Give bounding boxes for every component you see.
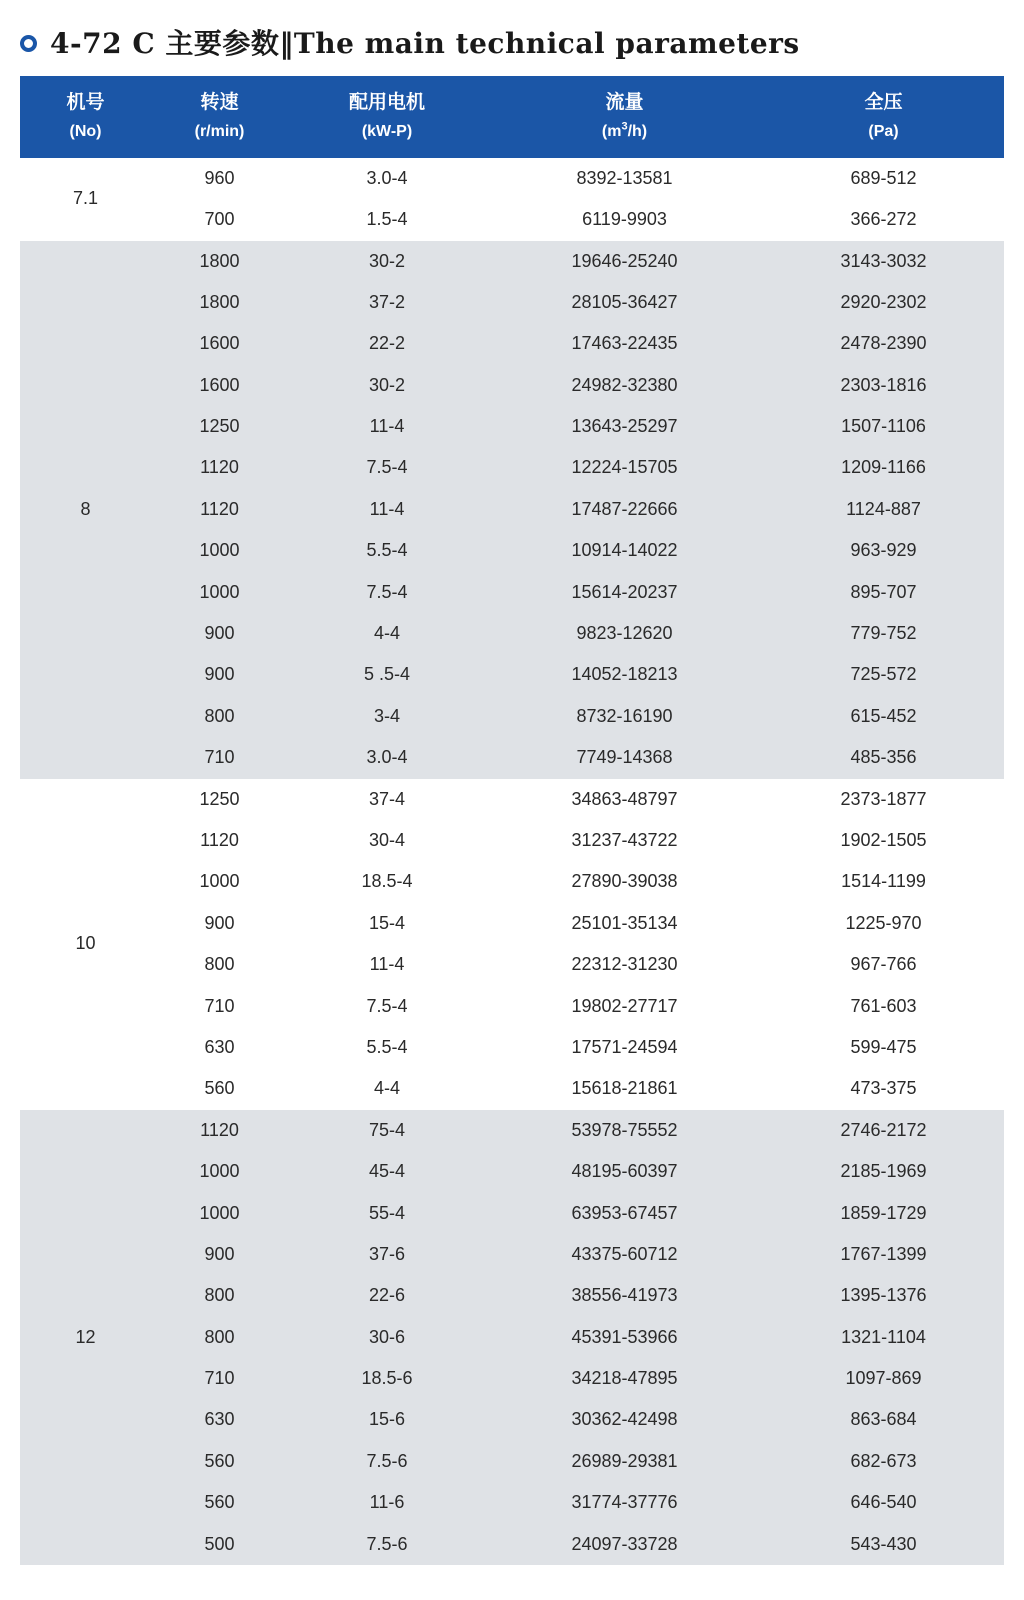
cell-flow: 38556-41973: [486, 1275, 763, 1316]
cell-pressure: 895-707: [763, 572, 1004, 613]
cell-speed: 1250: [151, 779, 288, 820]
cell-speed: 1000: [151, 1193, 288, 1234]
header-flow-unit: $(m^3/h)$: [601, 120, 648, 140]
cell-flow: 25101-35134: [486, 903, 763, 944]
cell-pressure: 1225-970: [763, 903, 1004, 944]
cell-speed: 900: [151, 1234, 288, 1275]
cell-pressure: 2303-1816: [763, 365, 1004, 406]
cell-pressure: 366-272: [763, 199, 1004, 240]
table-row: [20, 1275, 1004, 1316]
cell-flow: 14052-18213: [486, 654, 763, 695]
cell-motor: 22-6: [288, 1275, 486, 1316]
cell-flow: 12224-15705: [486, 447, 763, 488]
table-row: [20, 1317, 1004, 1358]
cell-pressure: 2373-1877: [763, 779, 1004, 820]
cell-pressure: 779-752: [763, 613, 1004, 654]
table-row: [20, 158, 1004, 199]
cell-flow: 7749-14368: [486, 737, 763, 778]
table-row: [20, 1524, 1004, 1565]
cell-pressure: 1321-1104: [763, 1317, 1004, 1358]
cell-pressure: 473-375: [763, 1068, 1004, 1109]
table-row: [20, 572, 1004, 613]
table-row: [20, 944, 1004, 985]
cell-speed: 630: [151, 1027, 288, 1068]
cell-flow: 13643-25297: [486, 406, 763, 447]
table-row: [20, 1399, 1004, 1440]
table-row: [20, 282, 1004, 323]
header-pressure: [763, 76, 1004, 158]
title-text: [50, 22, 800, 62]
table-row: [20, 1151, 1004, 1192]
cell-pressure: 485-356: [763, 737, 1004, 778]
cell-speed: 1120: [151, 447, 288, 488]
cell-pressure: 2746-2172: [763, 1110, 1004, 1151]
cell-flow: 24982-32380: [486, 365, 763, 406]
cell-flow: 17463-22435: [486, 323, 763, 364]
cell-flow: 63953-67457: [486, 1193, 763, 1234]
table-row: [20, 406, 1004, 447]
table-row: [20, 820, 1004, 861]
bullet-icon: [20, 35, 37, 52]
cell-pressure: 1124-887: [763, 489, 1004, 530]
page-title: [0, 0, 1024, 76]
cell-motor: 30-2: [288, 241, 486, 282]
cell-flow: 30362-42498: [486, 1399, 763, 1440]
cell-pressure: 1514-1199: [763, 861, 1004, 902]
cell-flow: 34218-47895: [486, 1358, 763, 1399]
cell-flow: 31774-37776: [486, 1482, 763, 1523]
cell-motor: 7.5-6: [288, 1441, 486, 1482]
cell-pressure: 963-929: [763, 530, 1004, 571]
header-no-cn: 机号: [66, 92, 105, 113]
cell-motor: 75-4: [288, 1110, 486, 1151]
table-body: [20, 158, 1004, 1565]
cell-motor: 5.5-4: [288, 1027, 486, 1068]
title-english: The main technical parameters: [293, 27, 800, 60]
cell-motor: 37-6: [288, 1234, 486, 1275]
cell-pressure: 1395-1376: [763, 1275, 1004, 1316]
table-row: [20, 1441, 1004, 1482]
cell-speed: 1600: [151, 365, 288, 406]
title-separator: ‖: [279, 27, 294, 60]
cell-machine-no: 7.1: [20, 158, 151, 241]
cell-motor: 11-4: [288, 489, 486, 530]
table-row: [20, 779, 1004, 820]
cell-motor: 18.5-4: [288, 861, 486, 902]
header-row: [20, 76, 1004, 158]
table-row: [20, 1027, 1004, 1068]
header-motor-unit: (kW-P): [361, 122, 413, 140]
cell-motor: 15-4: [288, 903, 486, 944]
cell-flow: 53978-75552: [486, 1110, 763, 1151]
cell-pressure: 1097-869: [763, 1358, 1004, 1399]
cell-pressure: 2920-2302: [763, 282, 1004, 323]
table-row: [20, 489, 1004, 530]
table-header: [20, 76, 1004, 158]
cell-speed: 560: [151, 1482, 288, 1523]
cell-speed: 1120: [151, 1110, 288, 1151]
cell-speed: 900: [151, 903, 288, 944]
table-row: [20, 613, 1004, 654]
cell-speed: 800: [151, 1275, 288, 1316]
cell-speed: 700: [151, 199, 288, 240]
cell-motor: 45-4: [288, 1151, 486, 1192]
header-speed-unit: (r/min): [194, 122, 245, 140]
cell-flow: 43375-60712: [486, 1234, 763, 1275]
cell-motor: 30-2: [288, 365, 486, 406]
table-row: [20, 986, 1004, 1027]
cell-motor: 7.5-4: [288, 447, 486, 488]
cell-pressure: 725-572: [763, 654, 1004, 695]
cell-speed: 500: [151, 1524, 288, 1565]
cell-speed: 630: [151, 1399, 288, 1440]
cell-flow: 34863-48797: [486, 779, 763, 820]
cell-motor: 18.5-6: [288, 1358, 486, 1399]
cell-flow: 27890-39038: [486, 861, 763, 902]
cell-pressure: 615-452: [763, 696, 1004, 737]
cell-flow: 8392-13581: [486, 158, 763, 199]
cell-flow: 17487-22666: [486, 489, 763, 530]
cell-motor: 4-4: [288, 613, 486, 654]
cell-speed: 800: [151, 1317, 288, 1358]
cell-motor: 1.5-4: [288, 199, 486, 240]
cell-machine-no: 12: [20, 1110, 151, 1565]
cell-pressure: 1507-1106: [763, 406, 1004, 447]
cell-pressure: 3143-3032: [763, 241, 1004, 282]
cell-motor: 4-4: [288, 1068, 486, 1109]
cell-speed: 560: [151, 1441, 288, 1482]
cell-pressure: 689-512: [763, 158, 1004, 199]
table-row: [20, 241, 1004, 282]
table-row: [20, 1068, 1004, 1109]
cell-pressure: 543-430: [763, 1524, 1004, 1565]
cell-flow: 24097-33728: [486, 1524, 763, 1565]
cell-motor: 15-6: [288, 1399, 486, 1440]
cell-speed: 1000: [151, 861, 288, 902]
cell-flow: 26989-29381: [486, 1441, 763, 1482]
cell-speed: 1250: [151, 406, 288, 447]
header-no: [20, 76, 151, 158]
cell-speed: 1120: [151, 489, 288, 530]
parameters-table: [20, 76, 1004, 1565]
header-speed-cn: 转速: [200, 92, 239, 113]
cell-speed: 800: [151, 944, 288, 985]
cell-machine-no: 8: [20, 241, 151, 779]
cell-flow: 31237-43722: [486, 820, 763, 861]
table-row: [20, 1358, 1004, 1399]
cell-speed: 1000: [151, 1151, 288, 1192]
cell-pressure: 2478-2390: [763, 323, 1004, 364]
cell-speed: 900: [151, 613, 288, 654]
header-no-unit: (No): [69, 122, 102, 140]
cell-flow: 45391-53966: [486, 1317, 763, 1358]
header-motor-cn: 配用电机: [348, 92, 425, 113]
cell-pressure: 599-475: [763, 1027, 1004, 1068]
cell-motor: 5.5-4: [288, 530, 486, 571]
cell-pressure: 646-540: [763, 1482, 1004, 1523]
cell-speed: 1000: [151, 530, 288, 571]
cell-pressure: 761-603: [763, 986, 1004, 1027]
cell-flow: 10914-14022: [486, 530, 763, 571]
table-row: [20, 323, 1004, 364]
cell-flow: 6119-9903: [486, 199, 763, 240]
cell-motor: 37-4: [288, 779, 486, 820]
cell-speed: 1120: [151, 820, 288, 861]
cell-flow: 15614-20237: [486, 572, 763, 613]
cell-motor: 55-4: [288, 1193, 486, 1234]
cell-motor: 7.5-4: [288, 572, 486, 613]
table-row: [20, 447, 1004, 488]
header-pressure-unit: (Pa): [868, 122, 899, 140]
cell-motor: 30-6: [288, 1317, 486, 1358]
cell-motor: 11-4: [288, 944, 486, 985]
cell-flow: 28105-36427: [486, 282, 763, 323]
cell-pressure: 682-673: [763, 1441, 1004, 1482]
table-row: [20, 365, 1004, 406]
cell-speed: 1000: [151, 572, 288, 613]
cell-speed: 1800: [151, 241, 288, 282]
cell-flow: 17571-24594: [486, 1027, 763, 1068]
table-row: [20, 1482, 1004, 1523]
table-row: [20, 654, 1004, 695]
cell-speed: 1800: [151, 282, 288, 323]
cell-pressure: 1209-1166: [763, 447, 1004, 488]
header-speed: [151, 76, 288, 158]
table-row: [20, 737, 1004, 778]
cell-motor: 7.5-6: [288, 1524, 486, 1565]
cell-flow: 15618-21861: [486, 1068, 763, 1109]
table-row: [20, 1110, 1004, 1151]
cell-motor: 3-4: [288, 696, 486, 737]
table-row: [20, 696, 1004, 737]
cell-motor: 3.0-4: [288, 737, 486, 778]
cell-speed: 710: [151, 986, 288, 1027]
title-model: 4-72 C: [50, 27, 166, 60]
cell-machine-no: 10: [20, 779, 151, 1110]
header-motor: [288, 76, 486, 158]
cell-flow: 19646-25240: [486, 241, 763, 282]
table-row: [20, 1234, 1004, 1275]
header-flow: [486, 76, 763, 158]
cell-motor: 11-6: [288, 1482, 486, 1523]
cell-speed: 960: [151, 158, 288, 199]
cell-motor: 7.5-4: [288, 986, 486, 1027]
cell-motor: 3.0-4: [288, 158, 486, 199]
cell-motor: 37-2: [288, 282, 486, 323]
cell-speed: 710: [151, 737, 288, 778]
header-pressure-cn: 全压: [864, 92, 903, 113]
cell-motor: 11-4: [288, 406, 486, 447]
table-row: [20, 199, 1004, 240]
table-row: [20, 861, 1004, 902]
title-chinese: 主要参数: [165, 27, 280, 60]
cell-pressure: 1767-1399: [763, 1234, 1004, 1275]
cell-pressure: 2185-1969: [763, 1151, 1004, 1192]
cell-speed: 710: [151, 1358, 288, 1399]
header-flow-cn: 流量: [605, 92, 644, 113]
cell-speed: 1600: [151, 323, 288, 364]
cell-flow: 9823-12620: [486, 613, 763, 654]
cell-speed: 800: [151, 696, 288, 737]
cell-pressure: 967-766: [763, 944, 1004, 985]
cell-flow: 22312-31230: [486, 944, 763, 985]
cell-motor: 5 .5-4: [288, 654, 486, 695]
cell-motor: 30-4: [288, 820, 486, 861]
table-row: [20, 903, 1004, 944]
table-row: [20, 530, 1004, 571]
cell-flow: 48195-60397: [486, 1151, 763, 1192]
cell-pressure: 1902-1505: [763, 820, 1004, 861]
cell-flow: 8732-16190: [486, 696, 763, 737]
cell-flow: 19802-27717: [486, 986, 763, 1027]
table-row: [20, 1193, 1004, 1234]
cell-speed: 560: [151, 1068, 288, 1109]
cell-speed: 900: [151, 654, 288, 695]
cell-motor: 22-2: [288, 323, 486, 364]
cell-pressure: 1859-1729: [763, 1193, 1004, 1234]
cell-pressure: 863-684: [763, 1399, 1004, 1440]
